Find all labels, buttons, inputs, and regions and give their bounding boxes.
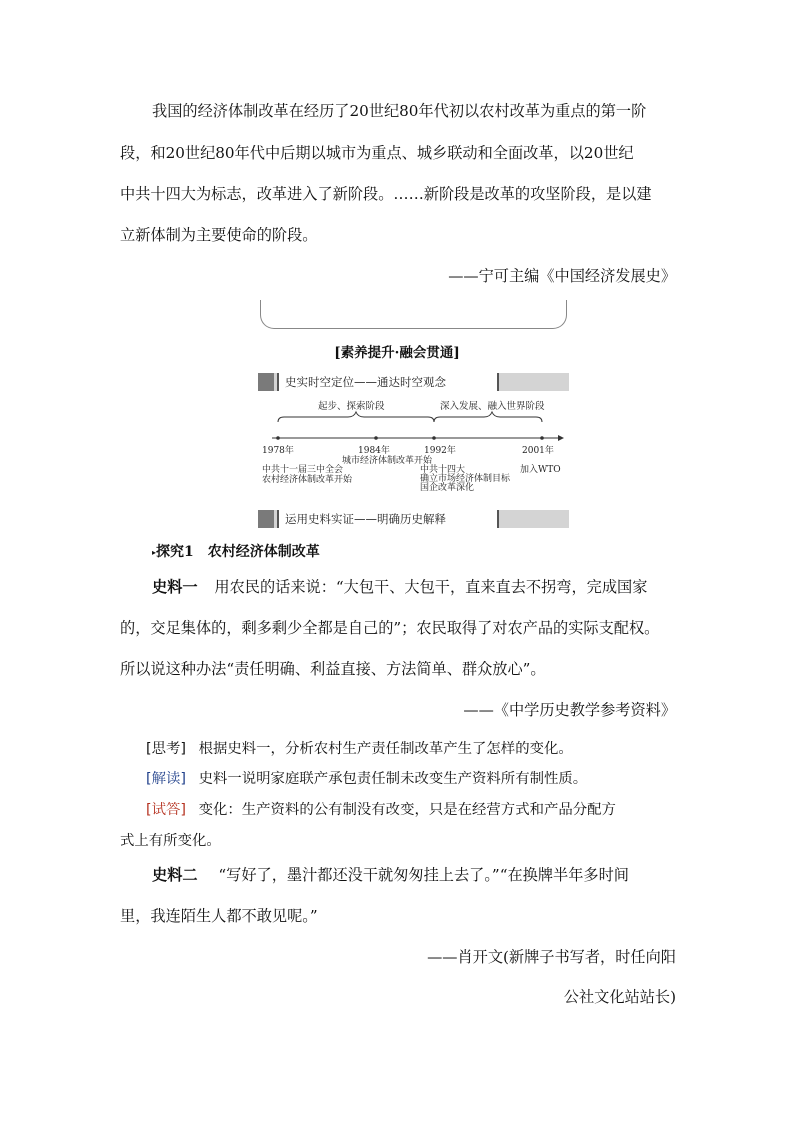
source2-text-1: “写好了，墨汁都还没干就匆匆挂上去了。”“在换牌半年多时间 xyxy=(218,866,629,884)
source2-line-1 xyxy=(152,864,629,885)
interpret-row xyxy=(146,767,587,788)
tick-1984 xyxy=(374,436,378,440)
event-2001: 加入WTO xyxy=(520,465,561,475)
source2-label: 史料二 xyxy=(152,866,198,884)
inquiry-heading xyxy=(152,541,320,561)
bar-block-icon xyxy=(258,373,274,391)
intro-line-1: 我国的经济体制改革在经历了20世纪80年代初以农村改革为重点的第一阶 xyxy=(152,102,647,120)
tick-2001 xyxy=(540,436,544,440)
phase1-label: 起步、探索阶段 xyxy=(318,401,385,412)
answer-text-1: 变化：生产资料的公有制没有改变，只是在经营方式和产品分配方 xyxy=(198,802,616,818)
brace-phase2 xyxy=(434,412,542,422)
year-2001: 2001年 xyxy=(522,446,554,456)
year-1992: 1992年 xyxy=(424,446,456,456)
intro-line-4: 立新体制为主要使命的阶段。 xyxy=(120,226,318,244)
think-tag: [思考] xyxy=(146,741,187,757)
tick-1978 xyxy=(276,436,280,440)
event-1984: 城市经济体制改革开始 xyxy=(342,456,433,466)
event-1992-a: 中共十四大 xyxy=(420,465,466,475)
inquiry-title: 探究1 农村经济体制改革 xyxy=(156,544,320,560)
event-1992-c: 国企改革深化 xyxy=(420,483,475,493)
tick-1992 xyxy=(432,436,436,440)
interpret-tag: [解读] xyxy=(146,771,187,787)
phase2-label: 深入发展、融入世界阶段 xyxy=(440,401,545,412)
year-1984: 1984年 xyxy=(358,446,390,456)
intro-line-2: 段，和20世纪80年代中后期以城市为重点、城乡联动和全面改革，以20世纪 xyxy=(120,144,634,162)
intro-source: ——宁可主编《中国经济发展史》 xyxy=(448,267,676,285)
year-1978: 1978年 xyxy=(262,446,294,456)
intro-line-3: 中共十四大为标志，改革进入了新阶段。……新阶段是改革的攻坚阶段，是以建 xyxy=(120,185,652,203)
source1-line-2: 的，交足集体的，剩多剩少全都是自己的”；农民取得了对农产品的实际支配权。 xyxy=(120,619,660,637)
source2-cite-1: ——肖开文(新牌子书写者，时任向阳 xyxy=(427,948,676,966)
section-title: [素养提升·融会贯通] xyxy=(334,345,460,361)
section-bar-evidence xyxy=(258,510,569,528)
answer-row xyxy=(146,798,616,819)
source1-line-1 xyxy=(152,576,647,597)
answer-text-2: 式上有所变化。 xyxy=(120,833,221,849)
source1-label: 史料一 xyxy=(152,578,198,596)
source1-text-1: 用农民的话来说：“大包干、大包干，直来直去不拐弯，完成国家 xyxy=(214,578,648,596)
decorative-bracket xyxy=(260,300,567,329)
think-row xyxy=(146,737,573,758)
bar-label: 史实时空定位——通达时空观念 xyxy=(285,375,446,389)
source2-cite-2: 公社文化站站长) xyxy=(563,988,676,1006)
answer-tag: [试答] xyxy=(146,802,187,818)
bar-block-icon xyxy=(258,510,274,528)
source1-line-3: 所以说这种办法“责任明确、利益直接、方法简单、群众放心”。 xyxy=(120,660,546,678)
source2-text-2: 里，我连陌生人都不敢见呢。” xyxy=(120,907,318,925)
event-1978-b: 农村经济体制改革开始 xyxy=(262,475,353,485)
source1-cite: ——《中学历史教学参考资料》 xyxy=(463,701,676,719)
triangle-icon: ▸ xyxy=(152,547,157,557)
brace-phase1 xyxy=(278,412,434,422)
event-1978-a: 中共十一届三中全会 xyxy=(262,465,344,475)
think-text: 根据史料一，分析农村生产责任制改革产生了怎样的变化。 xyxy=(198,741,573,757)
event-1992-b: 确立市场经济体制目标 xyxy=(420,474,511,484)
timeline-arrow-icon xyxy=(558,435,564,441)
bar-label: 运用史料实证——明确历史解释 xyxy=(285,512,446,526)
timeline-diagram xyxy=(258,400,570,500)
section-bar-timespace xyxy=(258,373,569,391)
interpret-text: 史料一说明家庭联产承包责任制未改变生产资料所有制性质。 xyxy=(198,771,588,787)
